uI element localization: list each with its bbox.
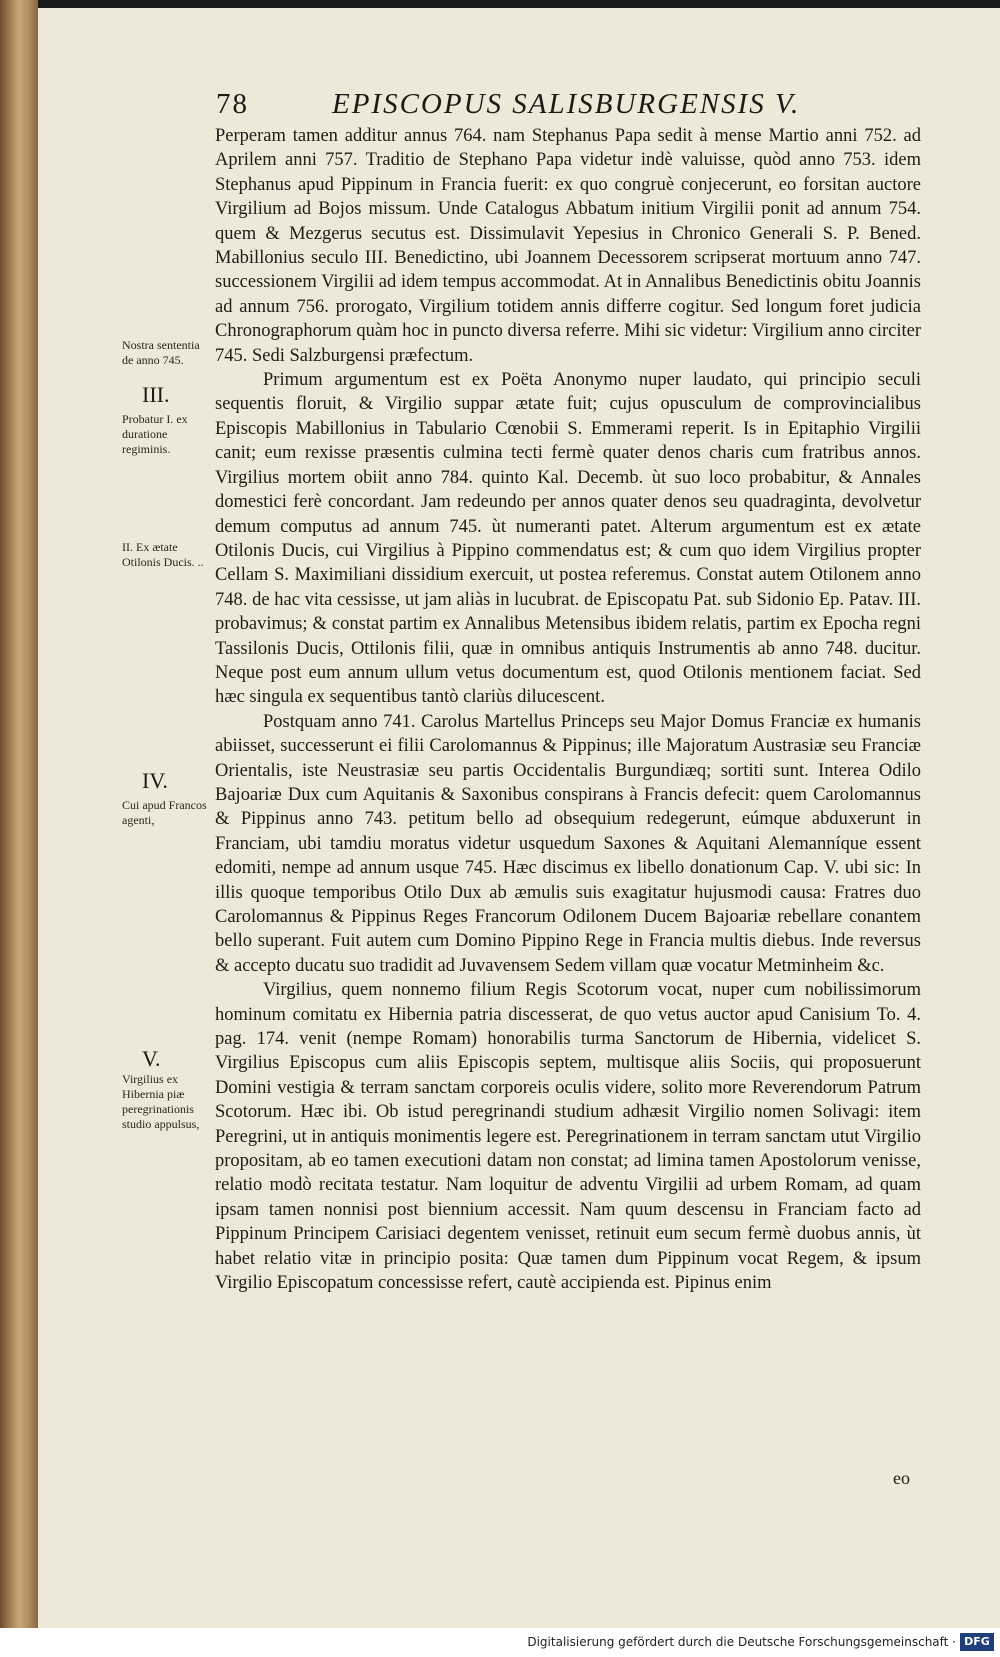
paragraph-2: Primum argumentum est ex Poëta Anonymo nuper laudato, qui principio seculi sequentis floruit, & Virgilio suppar ætate fuit; cujus opusculum de comprovincialibus Episcopis Mabillonius in Tabulario Cœnobii S. Emmerami reperit. Is in Epitaphio Virgilii canit; eum rexisse præsentis culmina tecti fermè quater denos charis cum fratribus annos. Virgilius mortem obiit anno 784. quinto Kal. Decemb. ùt suo loco probabitur, & Annales domestici ferè concordant. Jam redeundo per annos quater denos seu quadraginta, devolvetur demum computus ad annum 745. ùt numeranti patet. Alterum argumentum est ex ætate Otilonis Ducis, cui Virgilius à Pippino commendatus est; & cum quo idem Virgilius propter Cellam S. Maximiliani dissidium exercuit, ut postea referemus. Constat autem Otilonem anno 748. de hac vita cessisse, ut jam aliàs in lucubrat. de Episcopatu Pat. sub Sidonio Ep. Patav. III. probavimus; & constat partim ex Annalibus Metensibus ibidem relatis, partim ex Epocha regni Tassilonis Ducis, Ottilonis filii, quæ in omnibus antiquis Instrumentis ab anno 748. ducitur. Neque post eum annum ullum vetus documentum est, quod Otilonis mentionem faciat. Sed hæc singula ex sequentibus tantò clariùs dilucescent. [215,370,921,708]
margin-note-probatur: Probatur I. ex duratione regiminis. [122,412,188,456]
paragraph-3: Postquam anno 741. Carolus Martellus Princeps seu Major Domus Franciæ ex humanis abiisset, successerunt ei filii Carolomannus & Pippinus; ille Majoratum Austrasiæ seu Franciæ Orientalis, iste Neustrasiæ seu partis Occidentalis Burgundiæq; sortiti sunt. Interea Odilo Bajoariæ Dux cum Aquitanis & Saxonibus conspirans à Francis defecit: quem Carolomannus & Pippinus anno 743. petitum bello ad obsequium redegerunt, eúmque abduxerunt in Franciam, ubi tamdiu moratus videtur usquedum Saxones & Aquitani Alemanníque essent edomiti, nempe ad annum usque 745. Hæc discimus ex libello donationum Cap. V. ubi sic: In illis quoque temporibus Otilo Dux ab æmulis suis exagitatur hujusmodi causa: Fratres duo Carolomannus & Pippinus Reges Francorum Odilonem Ducem Bajoariæ rebellare conantem bello superant. Fuit autem cum Domino Pippino Rege in Francia multis diebus. Inde reversus & accepto ducatu suo tradidit ad Juvavensem Sedem villam quæ vocatur Metminheim &c. [215,711,921,976]
paragraph-1: Perperam tamen additur annus 764. nam Stephanus Papa sedit à mense Martio anni 752. ad Aprilem anni 757. Traditio de Stephano Papa videtur indè valuisse, quòd anno 753. idem Stephanus apud Pippinum in Francia fuerit: ex quo congruè conjecerunt, eo forsitan auctore Virgilium ad Bojos missum. Unde Catalogus Abbatum initium Virgilii ponit ad annum 754. quem & Mezgerus secutus est. Dissimulavit Yepesius in Chronico Generali S. P. Bened. Mabillonius seculo III. Benedictino, ubi Joannem Decessorem scripserat mortuum anno 747. successionem Virgilii ad idem tempus accommodat. At in Annalibus Benedictinis obitu Joannis ad annum 756. prorogato, Virgilium totidem annis differre cogitur. Sed longum foret judicia Chronographorum quàm hoc in puncto diversa referre. Mihi sic videtur: Virgilium anno circiter 745. Sedi Salzburgensi præfectum. [215,126,921,366]
margin-section-number-iv: IV. [142,768,168,793]
paragraph-4: Virgilius, quem nonnemo filium Regis Scotorum vocat, nuper cum nobilissimorum hominum comitatu ex Hibernia patria discesserat, de quo vetus auctor apud Canisium To. 4. pag. 174. venit (nempe Romam) honorabilis turma Sanctorum de Hibernia, videlicet S. Virgilius Episcopus cum aliis Episcopis septem, multisque aliis Sociis, qui proposuerunt Domini vestigia & terram sanctam corporeis oculis videre, solito more Reverendorum Patrum Scotorum. Hæc ibi. Ob istud peregrinandi studium adhæsit Virgilio nomen Solivagi: item Peregrini, ut in antiquis monimentis legere est. Peregrinationem in terram sanctam utut Virgilio propositam, ab eo tamen executioni datam non constat; ad limina tamen Apostolorum venisse, relatio modò recitata testatur. Nam loquitur de adventu Virgilii ad urbem Romam, ad quam ipsam tamen nonnisi post biennium accessit. Nam quum descensu in Franciam facto ad Pippinum Principem Carisiaci degentem venisset, retinuit eum secum fermè duobus annis, ùt habet relatio vitæ in principio posita: Quæ tamen dum Pippinum vocat Regem, & ipsum Virgilio Episcopatum concessisse refert, cautè accipienda est. Pipinus enim [215,980,921,1294]
margin-note-sententia: Nostra sententia de anno 745. [122,338,200,367]
margin-note-francos: Cui apud Francos agenti, [122,798,207,827]
catchword: eo [893,1468,910,1488]
book-spine-edge [0,0,38,1657]
funding-credit: Digitalisierung gefördert durch die Deutsche Forschungsgemeinschaft · [527,1635,956,1649]
page-number: 78 [216,88,249,120]
running-header [216,88,856,128]
dfg-logo: DFG [960,1633,994,1651]
margin-section-number-iii: III. [142,382,170,407]
book-page [38,8,1000,1628]
body-text [215,124,921,1296]
digitization-footer [0,1628,1000,1657]
margin-note-otilonis: II. Ex ætate Otilonis Ducis. .. [122,540,204,569]
running-title: EPISCOPUS SALISBURGENSIS V. [332,88,801,120]
margin-section-number-v: V. [142,1046,161,1071]
margin-note-virgilius: Virgilius ex Hibernia piæ peregrinationis studio appulsus, [122,1072,200,1131]
